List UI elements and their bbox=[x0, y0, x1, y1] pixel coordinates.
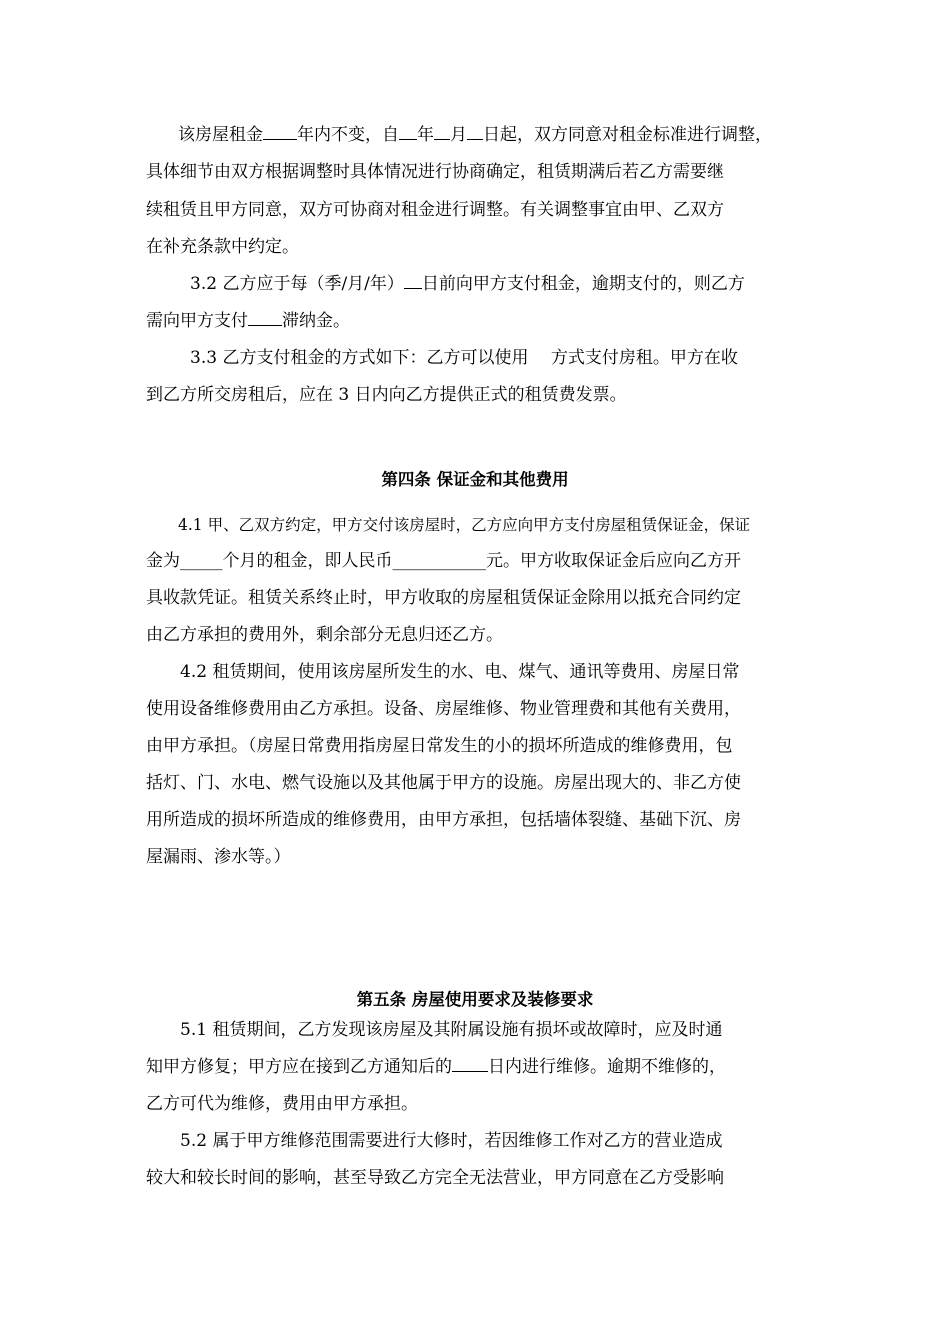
clause-3-3: 3.3 乙方支付租金的方式如下：乙方可以使用 方式支付房租。甲方在收 bbox=[190, 348, 738, 368]
text: 需向甲方支付 bbox=[146, 311, 248, 331]
paragraph-line bbox=[178, 124, 772, 146]
text: 日内进行维修。逾期不维修的， bbox=[488, 1057, 726, 1077]
clause-4-2: 4.2 租赁期间，使用该房屋所发生的水、电、煤气、通讯等费用、房屋日常 bbox=[180, 662, 740, 682]
blank-underline bbox=[434, 124, 450, 140]
blank-underline bbox=[452, 1056, 488, 1072]
text: 年内不变，自 bbox=[297, 125, 399, 145]
paragraph-line: 由甲方承担。（房屋日常费用指房屋日常发生的小的损坏所造成的维修费用，包 bbox=[146, 736, 733, 756]
paragraph-line: 具体细节由双方根据调整时具体情况进行协商确定，租赁期满后若乙方需要继 bbox=[146, 162, 724, 182]
paragraph-line: 金为_____个月的租金，即人民币___________元。甲方收取保证金后应向乙方开 bbox=[146, 551, 741, 571]
text: 日起，双方同意对租金标准进行调整， bbox=[483, 125, 772, 145]
blank-underline bbox=[263, 124, 297, 140]
paragraph-line: 由乙方承担的费用外，剩余部分无息归还乙方。 bbox=[146, 625, 503, 645]
paragraph-line: 续租赁且甲方同意，双方可协商对租金进行调整。有关调整事宜由甲、乙双方 bbox=[146, 200, 724, 220]
clause-5-1: 5.1 租赁期间，乙方发现该房屋及其附属设施有损坏或故障时，应及时通 bbox=[180, 1020, 723, 1040]
blank-underline bbox=[467, 124, 483, 140]
blank-underline bbox=[248, 310, 282, 326]
paragraph-line: 具收款凭证。租赁关系终止时，甲方收取的房屋租赁保证金除用以抵充合同约定 bbox=[146, 588, 741, 608]
paragraph-line: 用所造成的损坏所造成的维修费用，由甲方承担，包括墙体裂缝、基础下沉、房 bbox=[146, 810, 741, 830]
text: 滞纳金。 bbox=[282, 311, 350, 331]
paragraph-line bbox=[146, 1056, 726, 1078]
paragraph-line bbox=[146, 310, 350, 332]
clause-5-2: 5.2 属于甲方维修范围需要进行大修时，若因维修工作对乙方的营业造成 bbox=[180, 1131, 723, 1151]
article-5-heading: 第五条 房屋使用要求及装修要求 bbox=[356, 990, 594, 1009]
paragraph-line: 到乙方所交房租后，应在 3 日内向乙方提供正式的租赁费发票。 bbox=[146, 385, 627, 405]
blank-underline bbox=[404, 273, 422, 289]
paragraph-line: 较大和较长时间的影响，甚至导致乙方完全无法营业，甲方同意在乙方受影响 bbox=[146, 1168, 724, 1188]
paragraph-line: 使用设备维修费用由乙方承担。设备、房屋维修、物业管理费和其他有关费用， bbox=[146, 699, 741, 719]
paragraph-line: 括灯、门、水电、燃气设施以及其他属于甲方的设施。房屋出现大的、非乙方使 bbox=[146, 773, 741, 793]
text: 月 bbox=[450, 125, 467, 145]
text: 日前向甲方支付租金，逾期支付的，则乙方 bbox=[421, 274, 745, 294]
text: 知甲方修复；甲方应在接到乙方通知后的 bbox=[146, 1057, 452, 1077]
article-4-heading: 第四条 保证金和其他费用 bbox=[381, 470, 569, 489]
paragraph-line: 在补充条款中约定。 bbox=[146, 237, 299, 257]
clause-3-2 bbox=[190, 273, 745, 295]
text: 年 bbox=[417, 125, 434, 145]
blank-underline bbox=[399, 124, 417, 140]
paragraph-line: 乙方可代为维修，费用由甲方承担。 bbox=[146, 1094, 418, 1114]
text: 3.2 乙方应于每（季/月/年） bbox=[190, 274, 404, 294]
text: 该房屋租金 bbox=[178, 125, 263, 145]
clause-4-1: 4.1 甲、乙双方约定，甲方交付该房屋时，乙方应向甲方支付房屋租赁保证金，保证 bbox=[178, 516, 751, 534]
paragraph-line: 屋漏雨、渗水等。） bbox=[146, 847, 291, 867]
